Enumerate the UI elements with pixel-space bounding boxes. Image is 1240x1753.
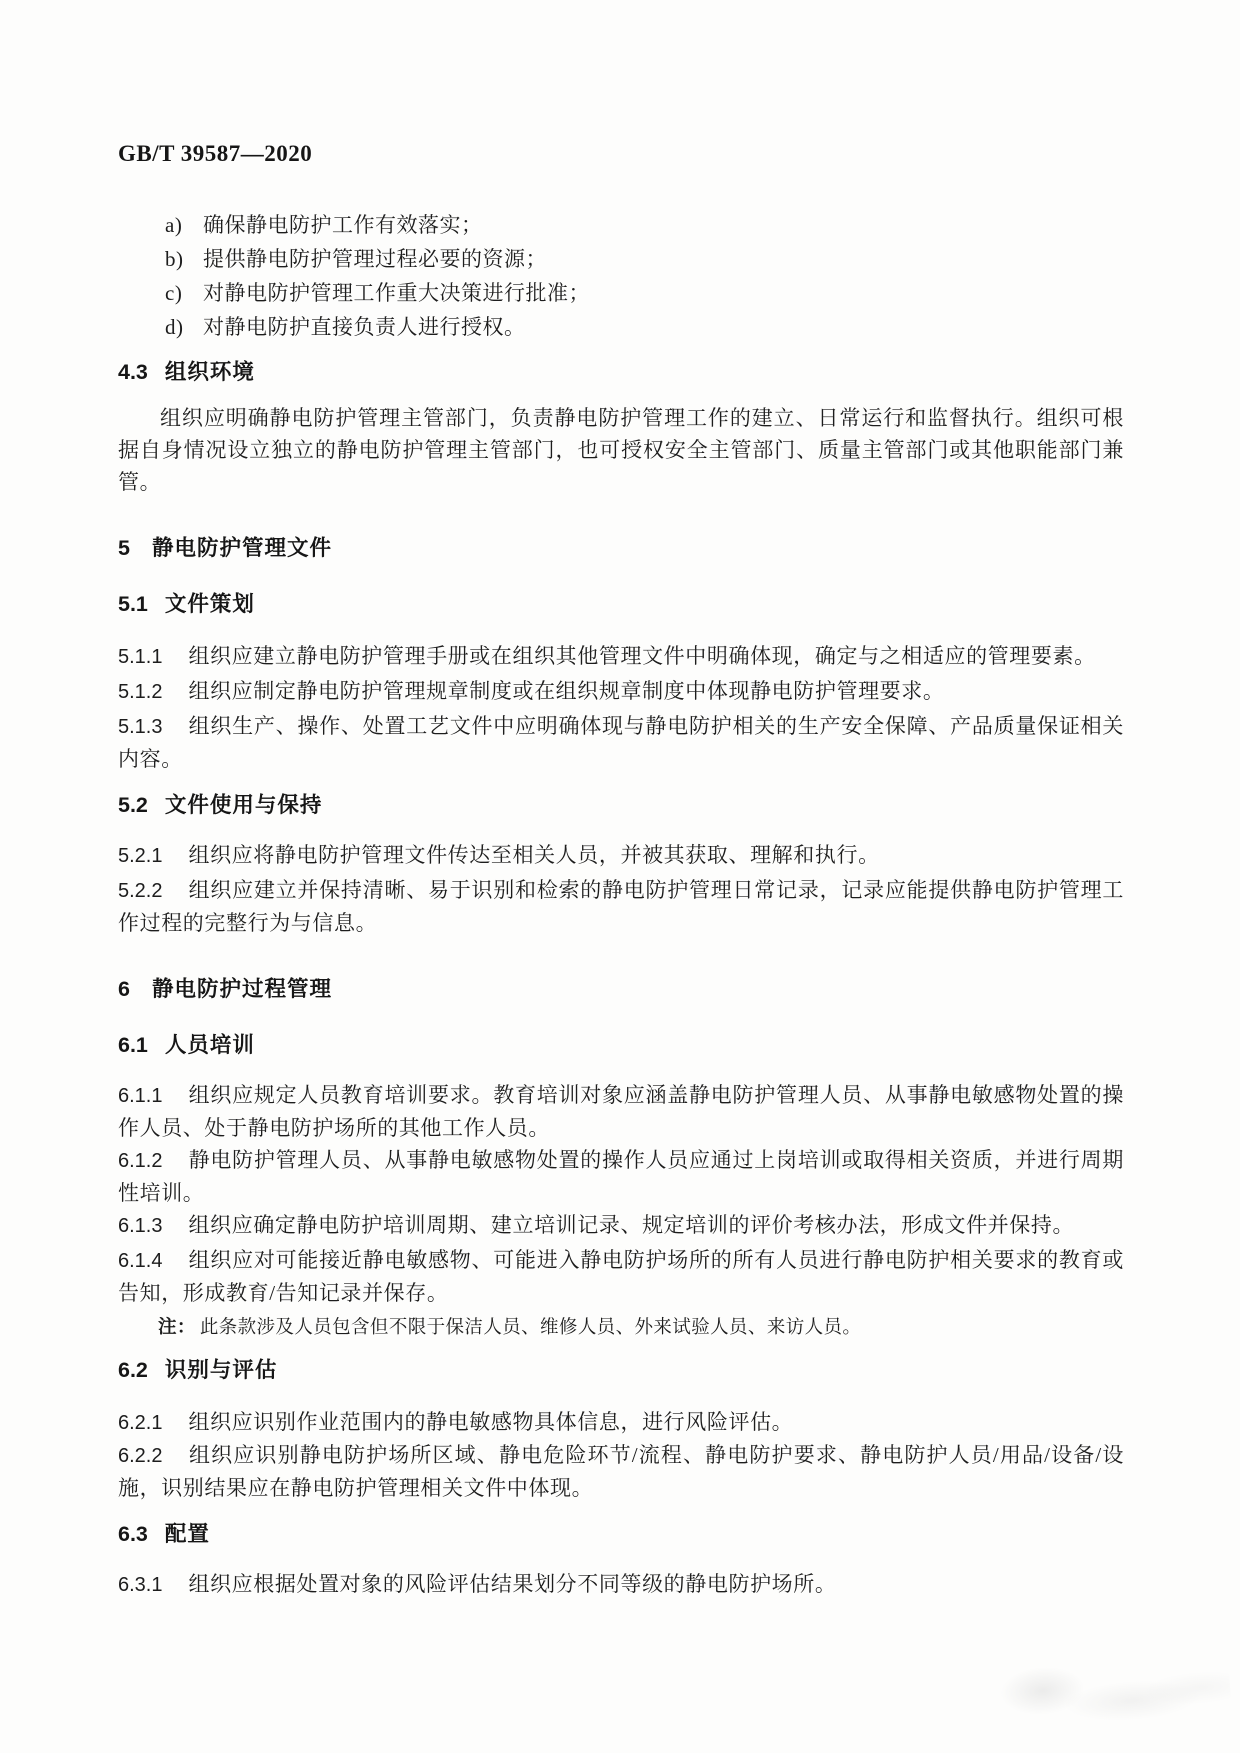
clause-6-1-3 bbox=[118, 1209, 1124, 1242]
clause-number: 5.1.2 bbox=[118, 681, 163, 703]
section-heading-5 bbox=[118, 534, 1124, 562]
clause-text: 静电防护管理人员、从事静电敏感物处置的操作人员应通过上岗培训或取得相关资质，并进行周期性培训。 bbox=[118, 1148, 1124, 1205]
clause-5-2-2 bbox=[118, 874, 1124, 939]
clause-number: 6.1.3 bbox=[118, 1215, 163, 1237]
clause-number: 6.3.1 bbox=[118, 1574, 163, 1596]
paragraph-4-3: 组织应明确静电防护管理主管部门，负责静电防护管理工作的建立、日常运行和监督执行。组织可根据自身情况设立独立的静电防护管理主管部门，也可授权安全主管部门、质量主管部门或其他职能部门兼管。 bbox=[118, 406, 1124, 494]
lettered-list bbox=[118, 208, 1124, 344]
clause-text: 组织应对可能接近静电敏感物、可能进入静电防护场所的所有人员进行静电防护相关要求的教育或告知，形成教育/告知记录并保存。 bbox=[118, 1248, 1124, 1305]
section-heading-5-2 bbox=[118, 791, 1124, 819]
list-item bbox=[165, 242, 1124, 276]
note bbox=[118, 1313, 1124, 1342]
section-heading-5-1 bbox=[118, 590, 1124, 618]
section-title: 组织环境 bbox=[164, 360, 255, 384]
list-item bbox=[165, 208, 1124, 242]
list-item bbox=[165, 276, 1124, 310]
clause-text: 组织应确定静电防护培训周期、建立培训记录、规定培训的评价考核办法，形成文件并保持。 bbox=[188, 1213, 1075, 1237]
list-item-text: 提供静电防护管理过程必要的资源； bbox=[203, 247, 547, 271]
clause-5-1-3 bbox=[118, 710, 1124, 775]
note-label: 注： bbox=[158, 1316, 196, 1337]
clause-text: 组织应制定静电防护管理规章制度或在组织规章制度中体现静电防护管理要求。 bbox=[188, 679, 945, 703]
list-item-label: d) bbox=[165, 315, 184, 339]
clause-text: 组织生产、操作、处置工艺文件中应明确体现与静电防护相关的生产安全保障、产品质量保证相关内容。 bbox=[118, 714, 1124, 771]
clause-number: 6.2.1 bbox=[118, 1412, 163, 1434]
note-text: 此条款涉及人员包含但不限于保洁人员、维修人员、外来试验人员、来访人员。 bbox=[199, 1318, 862, 1338]
section-number: 6.1 bbox=[118, 1033, 148, 1057]
section-number: 5 bbox=[118, 536, 130, 560]
section-heading-6-2 bbox=[118, 1356, 1124, 1384]
clause-6-2-1 bbox=[118, 1406, 1124, 1439]
section-number: 4.3 bbox=[118, 360, 148, 384]
clause-6-1-2 bbox=[118, 1144, 1124, 1209]
section-title: 文件策划 bbox=[164, 592, 255, 616]
clause-number: 5.2.1 bbox=[118, 845, 163, 867]
section-heading-6-1 bbox=[118, 1031, 1124, 1059]
list-item-label: c) bbox=[165, 281, 183, 305]
list-item bbox=[165, 310, 1124, 344]
clause-number: 5.1.1 bbox=[118, 646, 163, 668]
clause-text: 组织应根据处置对象的风险评估结果划分不同等级的静电防护场所。 bbox=[188, 1572, 837, 1596]
clause-text: 组织应将静电防护管理文件传达至相关人员，并被其获取、理解和执行。 bbox=[188, 843, 880, 867]
clause-number: 5.1.3 bbox=[118, 716, 163, 738]
list-item-text: 对静电防护直接负责人进行授权。 bbox=[203, 315, 526, 339]
clause-text: 组织应识别静电防护场所区域、静电危险环节/流程、静电防护要求、静电防护人员/用品/设备/设施，识别结果应在静电防护管理相关文件中体现。 bbox=[118, 1443, 1124, 1500]
section-number: 5.1 bbox=[118, 592, 148, 616]
section-number: 6 bbox=[118, 977, 130, 1001]
section-number: 5.2 bbox=[118, 793, 148, 817]
clause-number: 6.1.1 bbox=[118, 1085, 163, 1107]
clause-5-2-1 bbox=[118, 839, 1124, 872]
section-title: 人员培训 bbox=[164, 1033, 255, 1057]
clause-6-3-1 bbox=[118, 1568, 1124, 1601]
clause-number: 6.2.2 bbox=[118, 1445, 163, 1467]
list-item-label: a) bbox=[165, 213, 183, 237]
clause-number: 6.1.4 bbox=[118, 1250, 163, 1272]
section-title: 文件使用与保持 bbox=[164, 793, 323, 817]
section-title: 静电防护管理文件 bbox=[151, 536, 332, 560]
list-item-text: 确保静电防护工作有效落实； bbox=[203, 213, 483, 237]
clause-6-1-1 bbox=[118, 1079, 1124, 1144]
section-title: 识别与评估 bbox=[164, 1358, 278, 1382]
section-heading-6-3 bbox=[118, 1520, 1124, 1548]
section-title: 静电防护过程管理 bbox=[151, 977, 332, 1001]
list-item-label: b) bbox=[165, 247, 184, 271]
clause-text: 组织应建立静电防护管理手册或在组织其他管理文件中明确体现，确定与之相适应的管理要素。 bbox=[188, 644, 1096, 668]
clause-6-2-2 bbox=[118, 1439, 1124, 1504]
section-heading-4-3 bbox=[118, 358, 1124, 386]
scan-smudge-watermark bbox=[968, 1642, 1233, 1740]
clause-number: 5.2.2 bbox=[118, 880, 163, 902]
clause-5-1-2 bbox=[118, 675, 1124, 708]
clause-6-1-4 bbox=[118, 1244, 1124, 1309]
section-number: 6.2 bbox=[118, 1358, 148, 1382]
list-item-text: 对静电防护管理工作重大决策进行批准； bbox=[203, 281, 590, 305]
standard-number-header: GB/T 39587—2020 bbox=[118, 141, 313, 166]
section-number: 6.3 bbox=[118, 1522, 148, 1546]
clause-text: 组织应建立并保持清晰、易于识别和检索的静电防护管理日常记录，记录应能提供静电防护管理工作过程的完整行为与信息。 bbox=[118, 878, 1124, 935]
clause-number: 6.1.2 bbox=[118, 1150, 163, 1172]
section-title: 配置 bbox=[164, 1522, 210, 1546]
clause-5-1-1 bbox=[118, 640, 1124, 673]
clause-text: 组织应规定人员教育培训要求。教育培训对象应涵盖静电防护管理人员、从事静电敏感物处置的操作人员、处于静电防护场所的其他工作人员。 bbox=[118, 1083, 1124, 1140]
clause-text: 组织应识别作业范围内的静电敏感物具体信息，进行风险评估。 bbox=[188, 1410, 794, 1434]
section-heading-6 bbox=[118, 975, 1124, 1003]
